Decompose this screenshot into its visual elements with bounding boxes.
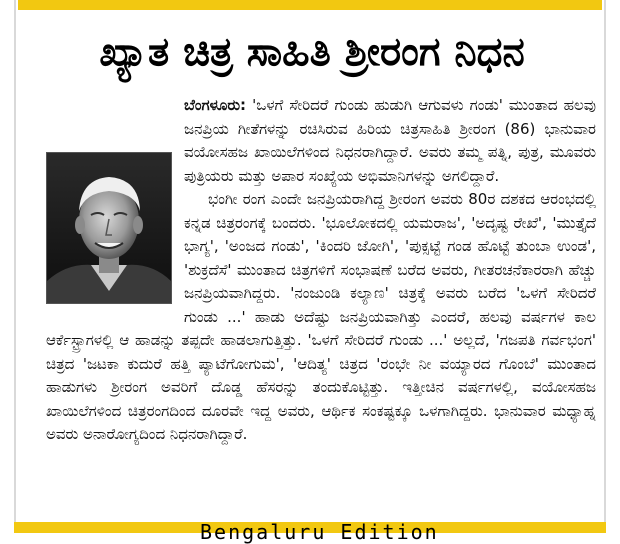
paragraph-2-text: ಭಂಗೀ ರಂಗ ಎಂದೇ ಜನಪ್ರಿಯರಾಗಿದ್ದ ಶ್ರೀರಂಗ ಅವರು 80ರ ದಶಕದ ಆರಂಭದಲ್ಲಿ ಕನ್ನಡ ಚಿತ್ರರಂಗಕ್ಕೆ ಬಂದರು. 'ಭೂಲೋಕದಲ್ಲಿ ಯಮರಾಜ', 'ಅದೃಷ್ಟ ರೇಖೆ', 'ಮುತ್ತೈದೆ ಭಾಗ್ಯ', 'ಅಂಜದ ಗಂಡು', 'ಕಿಂದರಿ ಜೋಗಿ', 'ಪುಕ್ಸಟ್ಟೆ ಗಂಡ ಹೊಟ್ಟೆ ತುಂಬಾ ಉಂಡ', 'ಶುಕ್ರದೆಸೆ' ಮುಂತಾದ ಚಿತ್ರಗಳಿಗೆ ಸಂಭಾಷಣೆ ಬರೆದ ಅವರು, ಗೀತರಚನೆಕಾರರಾಗಿ ಹೆಚ್ಚು ಜನಪ್ರಿಯವಾಗಿದ್ದರು. 'ನಂಜುಂಡಿ ಕಲ್ಯಾಣ' ಚಿತ್ರಕ್ಕೆ ಅವರು ಬರೆದ 'ಒಳಗೆ ಸೇರಿದರೆ ಗುಂಡು ...' ಹಾಡು ಅದೆಷ್ಟು ಜನಪ್ರಿಯವಾಗಿತ್ತು ಎಂದರೆ, ಹಲವು ವರ್ಷಗಳ ಕಾಲ ಆರ್ಕೆಸ್ಟ್ರಾಗಳಲ್ಲಿ ಆ ಹಾಡನ್ನು ತಪ್ಪದೇ ಹಾಡಲಾಗುತ್ತಿತ್ತು. 'ಒಳಗೆ ಸೇರಿದರೆ ಗುಂಡು ...' ಅಲ್ಲದೆ, 'ಗಜಪತಿ ಗರ್ವಭಂಗ' ಚಿತ್ರದ 'ಜಟಕಾ ಕುದುರೆ ಹತ್ತಿ ಪ್ಯಾಟೆಗೋಗುಮ', 'ಆದಿತ್ಯ' ಚಿತ್ರದ 'ರಂಭೇ ನೀ ವಯ್ಯಾರದ ಗೊಂಬೆ' ಮುಂತಾದ ಹಾಡುಗಳು ಶ್ರೀರಂಗ ಅವರಿಗೆ ದೊಡ್ಡ ಹೆಸರನ್ನು ತಂದುಕೊಟ್ಟಿತ್ತು. ಇತ್ತೀಚಿನ ವರ್ಷಗಳಲ್ಲಿ, ವಯೋಸಹಜ ಖಾಯಿಲೆಗಳಿಂದ ಚಿತ್ರರಂಗದಿಂದ ದೂರವೇ ಇದ್ದ ಅವರು, ಆರ್ಥಿಕ ಸಂಕಷ್ಟಕ್ಕೂ ಒಳಗಾಗಿದ್ದರು. ಭಾನುವಾರ ಮಧ್ಯಾಹ್ನ ಅವರು ಅನಾರೋಗ್ಯದಿಂದ ನಿಧನರಾಗಿದ್ದಾರೆ. [46, 190, 596, 443]
portrait-image [47, 153, 171, 303]
paragraph-1-text: 'ಒಳಗೆ ಸೇರಿದರೆ ಗುಂಡು ಹುಡುಗಿ ಆಗುವಳು ಗಂಡು' ಮುಂತಾದ ಹಲವು ಜನಪ್ರಿಯ ಗೀತೆಗಳನ್ನು ರಚಿಸಿರುವ ಹಿರಿಯ ಚಿತ್ರಸಾಹಿತಿ ಶ್ರೀರಂಗ (86) ಭಾನುವಾರ ವಯೋಸಹಜ ಖಾಯಿಲೆಗಳಿಂದ ನಿಧನರಾಗಿದ್ದಾರೆ. ಅವರು ತಮ್ಮ ಪತ್ನಿ, ಪುತ್ರ, ಮೂವರು ಪುತ್ರಿಯರು ಮತ್ತು ಅಪಾರ ಸಂಖ್ಯೆಯ ಅಭಿಮಾನಿಗಳನ್ನು ಅಗಲಿದ್ದಾರೆ. [184, 96, 596, 185]
bottom-accent-bar [14, 520, 606, 544]
page-border-right [604, 0, 606, 533]
portrait-photo [46, 152, 172, 304]
article-body [46, 94, 596, 447]
top-accent-bar [18, 0, 602, 10]
page-border-left [14, 0, 16, 533]
edition-label: Bengaluru Edition [200, 520, 439, 544]
dateline: ಬೆಂಗಳೂರು: [184, 96, 247, 114]
headline: ಖ್ಯಾತ ಚಿತ್ರ ಸಾಹಿತಿ ಶ್ರೀರಂಗ ನಿಧನ [99, 29, 525, 75]
